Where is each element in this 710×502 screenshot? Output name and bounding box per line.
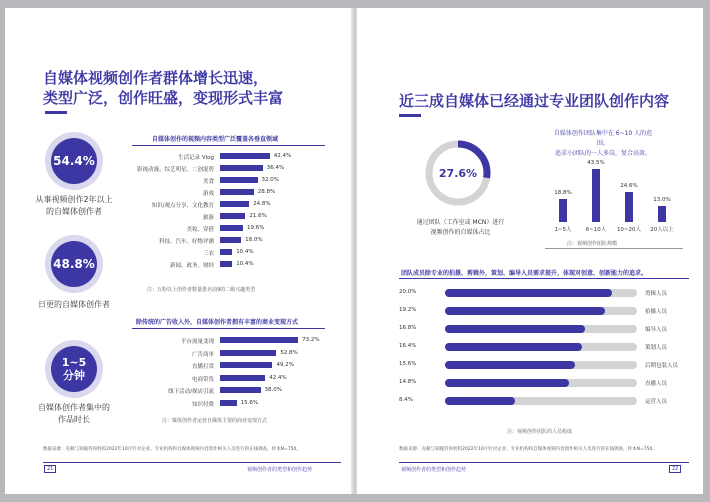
bar-row xyxy=(132,398,332,409)
bar xyxy=(220,249,232,255)
monetization-rule xyxy=(132,328,325,329)
team-size-rule xyxy=(545,248,683,249)
role-label: 策划人员 xyxy=(645,345,668,351)
bar-row xyxy=(132,259,332,270)
bar-row xyxy=(132,348,332,359)
monetization-note: 注：媒体创作者运营自媒体主要的商业变现方式 xyxy=(162,418,268,424)
right-title: 近三成自媒体已经通过专业团队创作内容 xyxy=(399,92,670,110)
bar-value: 10.4% xyxy=(236,261,254,267)
bar-row xyxy=(132,163,332,174)
bar-row xyxy=(132,385,332,396)
content-types-chart xyxy=(132,151,332,276)
content-types-title: 自媒体创作的视频内容类型广泛覆盖各垂直领域 xyxy=(152,136,279,143)
stat-label-3-line2: 作品时长 xyxy=(58,415,90,424)
team-bar xyxy=(625,192,633,222)
left-page-number: 21 xyxy=(44,465,56,473)
content-types-rule xyxy=(132,145,325,146)
role-label: 后期包装人员 xyxy=(645,363,679,369)
right-title-accent xyxy=(399,114,421,117)
role-value: 14.8% xyxy=(399,379,417,385)
bar-row xyxy=(132,211,332,222)
role-track xyxy=(445,343,637,351)
bar-value: 10.4% xyxy=(236,249,254,255)
bar-value: 15.6% xyxy=(240,399,259,406)
monetization-title: 除传统的广告收入外，自媒体创作者拥有丰富的商业变现方式 xyxy=(136,319,299,326)
left-title-accent xyxy=(45,111,67,114)
bar-label: 线下活动/探店引流 xyxy=(168,389,214,395)
bar xyxy=(220,177,258,183)
bar-value: 73.2% xyxy=(302,337,320,343)
bar-label: 广告商单 xyxy=(191,351,214,358)
bar-row xyxy=(132,187,332,198)
team-bar-category: 6~10人 xyxy=(585,227,607,233)
left-footer-text: 视频创作者的类型和创作趋势 xyxy=(247,467,313,473)
team-size-title xyxy=(548,129,658,159)
stat-value-3 xyxy=(51,346,97,392)
role-bar xyxy=(445,307,605,315)
bar-value: 21.6% xyxy=(249,213,267,219)
donut-label xyxy=(393,218,528,238)
stat-value-2: 48.8% xyxy=(51,241,97,287)
role-value: 19.2% xyxy=(399,307,417,313)
bar xyxy=(220,387,261,393)
bar-row xyxy=(132,151,332,162)
role-bar xyxy=(445,397,515,405)
role-track xyxy=(445,307,637,315)
bar-value: 24.8% xyxy=(253,201,271,207)
role-track xyxy=(445,325,637,333)
role-track xyxy=(445,397,637,405)
bar-value: 32.0% xyxy=(261,177,280,183)
role-bar xyxy=(445,325,585,333)
bar-row xyxy=(132,235,332,246)
roles-title: 团队成员除专业的拍摄、剪辑外，策划、编导人员需求提升，体现对创意、创新能力的追求。 xyxy=(401,270,648,277)
bar-value: 42.4% xyxy=(269,374,287,381)
bar xyxy=(220,337,298,343)
left-source: 数据来源：克顿与知瞳咨询机构2022年10月针对企业、专业机构和自媒体视频内容创作相关人员进行的在线调查，样本N=750。 xyxy=(43,447,301,452)
team-bar-category: 1~5人 xyxy=(554,227,572,233)
role-track xyxy=(445,379,637,387)
stat-label-3 xyxy=(19,402,129,426)
bar-value: 18.0% xyxy=(245,237,263,243)
stat-value-1: 54.4% xyxy=(51,138,97,184)
content-types-note: 注：万粉以上创作者数量排名前9的二级兴趣类型 xyxy=(147,287,256,293)
right-page-number: 22 xyxy=(669,465,681,473)
bar-value: 49.2% xyxy=(276,362,294,368)
bar-label: 新闻、政务、财经 xyxy=(169,263,214,269)
stat-value-3-line2: 分钟 xyxy=(63,369,85,382)
right-source: 数据来源：克顿与知瞳咨询机构2022年10月针对企业、专业机构和自媒体视频内容创作相关人员进行的在线调查，样本N=750。 xyxy=(399,447,657,452)
bar-value: 42.4% xyxy=(273,153,292,159)
team-bar-category: 10~20人 xyxy=(616,227,642,233)
stat-circle-1 xyxy=(45,132,103,190)
left-page xyxy=(5,8,351,494)
bar-value: 36.4% xyxy=(266,165,285,171)
bar xyxy=(220,237,241,243)
role-label: 运营人员 xyxy=(645,399,668,405)
left-footer-rule xyxy=(43,462,341,463)
bar-label: 直播打赏 xyxy=(191,364,214,370)
role-value: 8.4% xyxy=(399,397,413,403)
roles-note: 注：视频创作团队的人员构成 xyxy=(507,429,573,435)
right-page xyxy=(357,8,703,494)
stat-circle-2 xyxy=(45,235,103,293)
role-value: 20.0% xyxy=(399,289,417,295)
bar-label: 美妆、穿搭 xyxy=(186,227,214,233)
team-bar-value: 24.6% xyxy=(620,182,638,189)
bar xyxy=(220,350,276,356)
donut-label-line1: 通过团队（工作室或 MCN）进行 xyxy=(416,219,505,226)
bar-row xyxy=(132,175,332,186)
stat-label-1-line2: 的自媒体创作者 xyxy=(46,207,102,216)
team-bar xyxy=(658,206,666,222)
team-bar-category: 20人以上 xyxy=(650,227,674,233)
role-label: 编导人员 xyxy=(645,327,668,333)
bar-row xyxy=(132,199,332,210)
bar-value: 38.0% xyxy=(264,387,283,393)
role-value: 16.4% xyxy=(399,343,417,349)
role-bar xyxy=(445,343,582,351)
bar xyxy=(220,201,249,207)
team-bar-value: 18.8% xyxy=(554,190,572,197)
bar xyxy=(220,165,263,171)
role-value: 16.8% xyxy=(399,325,417,331)
role-bar xyxy=(445,379,569,387)
left-title-line2: 类型广泛，创作旺盛，变现形式丰富 xyxy=(43,89,284,107)
stat-label-1-line1: 从事视频创作2年以上 xyxy=(35,195,113,204)
left-title-line1: 自媒体视频创作者群体增长迅速， xyxy=(43,69,269,87)
bar-row xyxy=(132,247,332,258)
bar xyxy=(220,400,237,406)
bar-row xyxy=(132,360,332,371)
bar-label: 知识付费 xyxy=(191,401,214,408)
bar-label: 美食 xyxy=(202,179,214,185)
team-size-title-line2: 追求小团队的一人多岗，复合高效。 xyxy=(554,150,651,157)
stat-label-3-line1: 自媒体创作者集中的 xyxy=(38,403,110,412)
donut-label-line2: 视频创作的自媒体占比 xyxy=(430,229,491,236)
bar-label: 三农 xyxy=(202,251,214,257)
bar-value: 19.6% xyxy=(246,225,265,231)
team-bar xyxy=(559,199,567,222)
bar xyxy=(220,153,270,159)
team-size-title-line1: 自媒体创作团队集中在 6~10 人的范围。 xyxy=(553,130,653,147)
role-label: 拍摄人员 xyxy=(645,309,668,315)
stat-value-3-line1: 1~5 xyxy=(61,356,87,369)
role-bar xyxy=(445,361,575,369)
monetization-chart xyxy=(132,335,332,410)
donut-value: 27.6% xyxy=(438,167,478,180)
roles-chart xyxy=(399,289,689,414)
bar-label: 电商带货 xyxy=(191,376,214,383)
role-value: 15.6% xyxy=(399,361,417,367)
bar xyxy=(220,261,232,267)
role-label: 直播人员 xyxy=(645,381,668,387)
team-size-chart xyxy=(545,156,685,236)
bar-label: 生活记录 Vlog xyxy=(178,155,214,161)
bar-label: 旅游 xyxy=(202,215,214,221)
bar-row xyxy=(132,223,332,234)
bar-label: 知识/观点分享、文化教育 xyxy=(151,203,214,209)
bar-value: 28.8% xyxy=(257,189,276,195)
bar-row xyxy=(132,335,332,346)
roles-rule xyxy=(399,278,689,279)
team-bar xyxy=(592,169,600,222)
right-footer-rule xyxy=(399,462,689,463)
role-track xyxy=(445,289,637,297)
team-size-note: 注：视频创作团队规模 xyxy=(567,241,618,247)
bar xyxy=(220,375,265,381)
bar xyxy=(220,213,245,219)
stat-label-1 xyxy=(19,194,129,218)
right-footer-text: 视频创作者的类型和创作趋势 xyxy=(401,467,467,473)
bar xyxy=(220,362,272,368)
bar-value: 52.8% xyxy=(280,349,298,356)
role-bar xyxy=(445,289,612,297)
bar xyxy=(220,225,243,231)
bar-label: 科技、汽车、好物评测 xyxy=(158,239,214,245)
team-donut xyxy=(423,138,493,208)
bar-row xyxy=(132,373,332,384)
bar-label: 游戏 xyxy=(202,191,214,197)
role-label: 剪辑人员 xyxy=(645,291,668,297)
team-bar-value: 13.0% xyxy=(653,197,671,204)
bar-label: 影视动漫、综艺明星、二创混剪 xyxy=(136,167,214,173)
team-bar-value: 43.5% xyxy=(587,159,605,166)
bar-label: 平台流量变现 xyxy=(180,339,214,345)
role-track xyxy=(445,361,637,369)
stat-label-2: 日更的自媒体创作者 xyxy=(38,300,110,309)
stat-circle-3 xyxy=(45,340,103,398)
bar xyxy=(220,189,254,195)
